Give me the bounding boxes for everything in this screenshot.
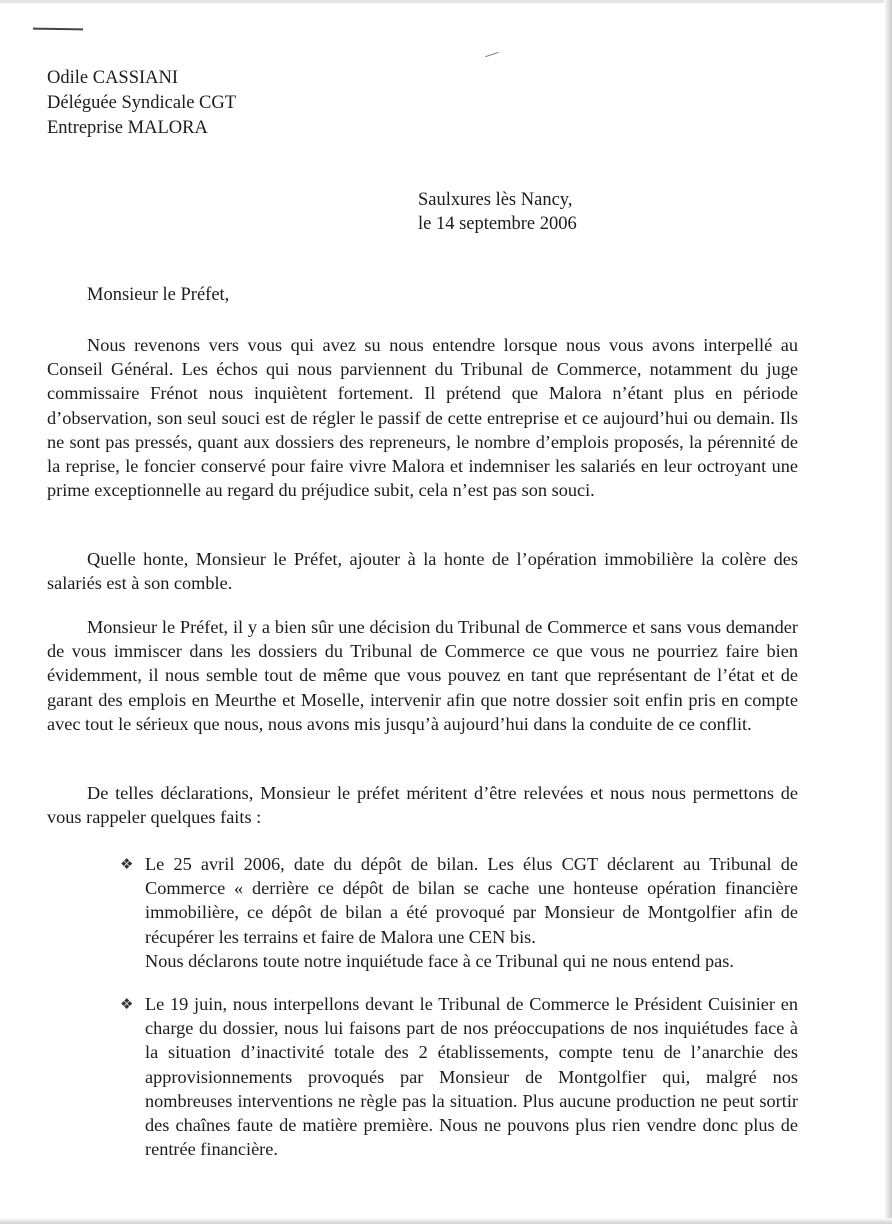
body-paragraph: Nous revenons vers vous qui avez su nous entendre lorsque nous vous avons interpellé au Conseil Général. Les échos qui nous parviennent du Tribunal de Commerce, notamment du juge commissaire Frénot nous inquiètent fortement. Il prétend que Malora n’étant plus en période d’observation, son seul souci est de régler le passif de cette entreprise et ce aujourd’hui ou demain. Ils ne sont pas pressés, quant aux dossiers des repreneurs, le nombre d’emplois proposés, la pérennité de la reprise, le foncier conservé pour faire vivre Malora et indemniser les salariés en leur octroyant une prime exceptionnelle au regard du préjudice subit, cela n’est pas son souci. <box>47 335 798 501</box>
letter-place: Saulxures lès Nancy, <box>418 190 573 210</box>
pen-mark <box>33 28 83 31</box>
stray-mark <box>485 52 499 57</box>
place-date-block <box>418 188 577 236</box>
body-paragraph: Quelle honte, Monsieur le Préfet, ajouter à la honte de l’opération immobilière la colère des salariés est à son comble. <box>47 549 798 594</box>
fact-item <box>118 992 798 1161</box>
sender-block <box>47 66 236 141</box>
scan-edge-bottom <box>0 1218 892 1224</box>
fact-followup-text: Nous déclarons toute notre inquiétude face à ce Tribunal qui ne nous entend pas. <box>145 950 734 971</box>
scan-edge-top <box>0 0 892 3</box>
body-paragraph: Monsieur le Préfet, il y a bien sûr une décision du Tribunal de Commerce et sans vous demander de vous immiscer dans les dossiers du Tribunal de Commerce ce que vous ne pourriez faire bien évidemment, il nous semble tout de même que vous pouvez en tant que représentant de l’état et de garant des emplois en Meurthe et Moselle, intervenir afin que notre dossier soit enfin pris en compte avec tout le sérieux que nous, nous avons mis jusqu’à aujourd’hui dans la conduite de ce conflit. <box>47 617 798 734</box>
facts-list <box>118 852 798 1161</box>
body-paragraph: De telles déclarations, Monsieur le préfet méritent d’être relevées et nous nous permettons de vous rappeler quelques faits : <box>47 783 798 828</box>
letter-date: le 14 septembre 2006 <box>418 214 577 234</box>
sender-role: Déléguée Syndicale CGT <box>47 93 237 113</box>
scan-edge-right <box>884 0 892 1224</box>
salutation: Monsieur le Préfet, <box>87 285 230 305</box>
sender-name: Odile CASSIANI <box>47 68 179 88</box>
fact-item <box>118 852 798 973</box>
sender-company: Entreprise MALORA <box>47 118 208 138</box>
diamond-star-bullet-icon: ❖ <box>120 995 134 1014</box>
fact-text: Le 19 juin, nous interpellons devant le Tribunal de Commerce le Président Cuisinier en charge du dossier, nous lui faisons part de nos préoccupations de nos inquiétudes face à la situation d’inactivité totale des 2 établissements, compte tenu de l’anarchie des approvisionnements provoqués par Monsieur de Montgolfier qui, malgré nos nombreuses interventions ne règle pas la situation. Plus aucune production ne peut sortir des chaînes faute de matière première. Nous ne pouvons plus rien vendre donc plus de rentrée financière. <box>145 994 798 1160</box>
diamond-star-bullet-icon: ❖ <box>120 855 134 873</box>
fact-text: Le 25 avril 2006, date du dépôt de bilan. Les élus CGT déclarent au Tribunal de Commerce « derrière ce dépôt de bilan se cache une honteuse opération financière immobilière, ce dépôt de bilan a été provoqué par Monsieur de Montgolfier afin de récupérer les terrains et faire de Malora une CEN bis. <box>145 854 798 947</box>
